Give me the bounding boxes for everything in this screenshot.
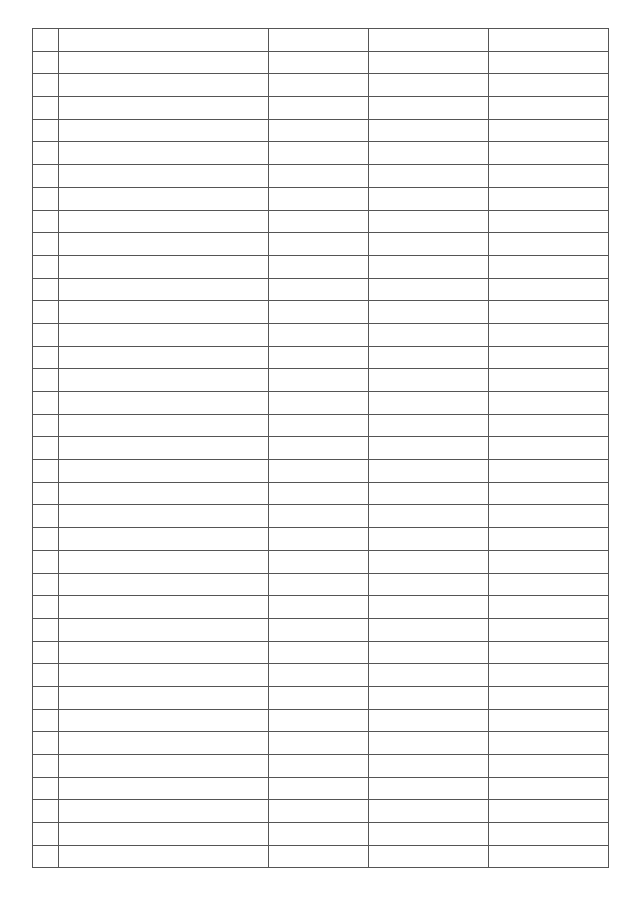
address-cell (369, 165, 489, 188)
document-cell (269, 74, 369, 97)
table-row (33, 142, 609, 165)
document-cell (269, 664, 369, 687)
document-cell (269, 210, 369, 233)
address-cell-secondary (489, 460, 609, 483)
table-row (33, 369, 609, 392)
applicant-cell (59, 210, 269, 233)
table-row (33, 210, 609, 233)
applicant-cell (59, 369, 269, 392)
address-cell-secondary (489, 392, 609, 415)
entry-number-cell (33, 460, 59, 483)
applicant-cell (59, 528, 269, 551)
document-cell (269, 346, 369, 369)
table-row (33, 755, 609, 778)
document-cell (269, 686, 369, 709)
table-row (33, 709, 609, 732)
address-cell (369, 482, 489, 505)
document-cell (269, 142, 369, 165)
entry-number-cell (33, 210, 59, 233)
applicant-cell (59, 142, 269, 165)
applicant-cell (59, 550, 269, 573)
document-cell (269, 278, 369, 301)
address-cell-secondary (489, 369, 609, 392)
address-cell (369, 301, 489, 324)
applicant-cell (59, 482, 269, 505)
document-cell (269, 505, 369, 528)
entry-number-cell (33, 823, 59, 846)
applicant-cell (59, 74, 269, 97)
applicant-cell (59, 346, 269, 369)
address-cell (369, 596, 489, 619)
applicant-cell (59, 414, 269, 437)
address-cell-secondary (489, 346, 609, 369)
document-cell (269, 573, 369, 596)
table-row (33, 596, 609, 619)
document-cell (269, 119, 369, 142)
table-row (33, 233, 609, 256)
applicant-cell (59, 755, 269, 778)
address-cell-secondary (489, 845, 609, 868)
address-cell-secondary (489, 437, 609, 460)
address-cell (369, 460, 489, 483)
address-cell-secondary (489, 414, 609, 437)
address-cell-secondary (489, 618, 609, 641)
table-row (33, 301, 609, 324)
entry-number-cell (33, 142, 59, 165)
address-cell (369, 29, 489, 52)
address-cell-secondary (489, 29, 609, 52)
address-cell (369, 709, 489, 732)
table-row (33, 845, 609, 868)
applicant-cell (59, 823, 269, 846)
entry-number-cell (33, 550, 59, 573)
address-cell-secondary (489, 255, 609, 278)
address-cell-secondary (489, 800, 609, 823)
document-cell (269, 777, 369, 800)
applicant-cell (59, 664, 269, 687)
address-cell-secondary (489, 755, 609, 778)
applicant-cell (59, 392, 269, 415)
address-cell-secondary (489, 119, 609, 142)
address-cell (369, 777, 489, 800)
table-row (33, 392, 609, 415)
address-cell-secondary (489, 709, 609, 732)
address-cell (369, 823, 489, 846)
applicant-cell (59, 323, 269, 346)
address-cell-secondary (489, 233, 609, 256)
entry-number-cell (33, 278, 59, 301)
applicant-cell (59, 573, 269, 596)
table-row (33, 97, 609, 120)
address-cell-secondary (489, 142, 609, 165)
entry-number-cell (33, 255, 59, 278)
entry-number-cell (33, 755, 59, 778)
applicant-cell (59, 800, 269, 823)
document-cell (269, 528, 369, 551)
address-cell-secondary (489, 74, 609, 97)
table-row (33, 187, 609, 210)
entry-number-cell (33, 777, 59, 800)
applicant-cell (59, 187, 269, 210)
address-cell-secondary (489, 165, 609, 188)
address-cell-secondary (489, 732, 609, 755)
address-cell (369, 119, 489, 142)
document-cell (269, 255, 369, 278)
table-row (33, 51, 609, 74)
document-cell (269, 165, 369, 188)
table-row (33, 550, 609, 573)
entry-number-cell (33, 29, 59, 52)
entry-number-cell (33, 233, 59, 256)
document-cell (269, 29, 369, 52)
address-cell (369, 233, 489, 256)
address-cell (369, 255, 489, 278)
document-cell (269, 596, 369, 619)
document-cell (269, 323, 369, 346)
document-cell (269, 187, 369, 210)
address-cell (369, 641, 489, 664)
document-cell (269, 482, 369, 505)
document-cell (269, 618, 369, 641)
address-cell (369, 278, 489, 301)
address-cell (369, 142, 489, 165)
applicant-cell (59, 505, 269, 528)
document-cell (269, 550, 369, 573)
address-cell-secondary (489, 596, 609, 619)
table-row (33, 528, 609, 551)
table-row (33, 505, 609, 528)
address-cell (369, 74, 489, 97)
address-cell-secondary (489, 210, 609, 233)
applicant-cell (59, 301, 269, 324)
applicant-cell (59, 165, 269, 188)
table-row (33, 255, 609, 278)
entry-number-cell (33, 800, 59, 823)
address-cell-secondary (489, 97, 609, 120)
table-row (33, 573, 609, 596)
document-cell (269, 51, 369, 74)
address-cell-secondary (489, 823, 609, 846)
address-cell-secondary (489, 528, 609, 551)
address-cell-secondary (489, 664, 609, 687)
document-cell (269, 709, 369, 732)
document-cell (269, 301, 369, 324)
entry-number-cell (33, 165, 59, 188)
address-cell-secondary (489, 51, 609, 74)
address-cell (369, 664, 489, 687)
table-row (33, 119, 609, 142)
table-row (33, 437, 609, 460)
table-row (33, 482, 609, 505)
address-cell-secondary (489, 187, 609, 210)
applicant-cell (59, 618, 269, 641)
entry-number-cell (33, 686, 59, 709)
entry-number-cell (33, 845, 59, 868)
address-cell-secondary (489, 686, 609, 709)
address-cell (369, 550, 489, 573)
entry-number-cell (33, 392, 59, 415)
entry-number-cell (33, 437, 59, 460)
entry-number-cell (33, 369, 59, 392)
address-cell (369, 845, 489, 868)
address-cell (369, 346, 489, 369)
document-cell (269, 823, 369, 846)
table-row (33, 460, 609, 483)
entry-number-cell (33, 74, 59, 97)
address-cell-secondary (489, 550, 609, 573)
applicant-cell (59, 97, 269, 120)
document-cell (269, 97, 369, 120)
entry-number-cell (33, 664, 59, 687)
table-row (33, 823, 609, 846)
address-cell-secondary (489, 323, 609, 346)
address-cell (369, 414, 489, 437)
address-cell (369, 755, 489, 778)
applicant-cell (59, 845, 269, 868)
registry-table (32, 28, 609, 868)
address-cell-secondary (489, 641, 609, 664)
applicant-cell (59, 119, 269, 142)
entry-number-cell (33, 97, 59, 120)
address-cell-secondary (489, 573, 609, 596)
entry-number-cell (33, 482, 59, 505)
address-cell (369, 528, 489, 551)
address-cell-secondary (489, 505, 609, 528)
applicant-cell (59, 686, 269, 709)
document-cell (269, 845, 369, 868)
address-cell (369, 686, 489, 709)
document-cell (269, 460, 369, 483)
applicant-cell (59, 596, 269, 619)
table-row (33, 641, 609, 664)
document-cell (269, 437, 369, 460)
table-row (33, 732, 609, 755)
table-row (33, 777, 609, 800)
entry-number-cell (33, 618, 59, 641)
address-cell (369, 187, 489, 210)
entry-number-cell (33, 573, 59, 596)
address-cell (369, 210, 489, 233)
entry-number-cell (33, 641, 59, 664)
address-cell (369, 573, 489, 596)
table-row (33, 664, 609, 687)
address-cell (369, 732, 489, 755)
address-cell (369, 505, 489, 528)
address-cell-secondary (489, 301, 609, 324)
table-row (33, 414, 609, 437)
address-cell (369, 618, 489, 641)
entry-number-cell (33, 51, 59, 74)
table-row (33, 346, 609, 369)
applicant-cell (59, 641, 269, 664)
entry-number-cell (33, 528, 59, 551)
applicant-cell (59, 51, 269, 74)
entry-number-cell (33, 187, 59, 210)
table-row (33, 800, 609, 823)
address-cell (369, 800, 489, 823)
document-cell (269, 800, 369, 823)
document-cell (269, 233, 369, 256)
address-cell (369, 437, 489, 460)
applicant-cell (59, 278, 269, 301)
applicant-cell (59, 233, 269, 256)
address-cell (369, 392, 489, 415)
document-cell (269, 732, 369, 755)
document-cell (269, 414, 369, 437)
entry-number-cell (33, 301, 59, 324)
registry-table-body (33, 29, 609, 868)
address-cell-secondary (489, 777, 609, 800)
entry-number-cell (33, 414, 59, 437)
applicant-cell (59, 437, 269, 460)
document-cell (269, 392, 369, 415)
entry-number-cell (33, 323, 59, 346)
address-cell (369, 369, 489, 392)
entry-number-cell (33, 346, 59, 369)
table-row (33, 686, 609, 709)
address-cell (369, 97, 489, 120)
address-cell-secondary (489, 278, 609, 301)
applicant-cell (59, 709, 269, 732)
table-row (33, 29, 609, 52)
entry-number-cell (33, 505, 59, 528)
table-row (33, 323, 609, 346)
address-cell-secondary (489, 482, 609, 505)
address-cell (369, 51, 489, 74)
document-cell (269, 755, 369, 778)
applicant-cell (59, 29, 269, 52)
document-cell (269, 369, 369, 392)
applicant-cell (59, 460, 269, 483)
entry-number-cell (33, 119, 59, 142)
entry-number-cell (33, 732, 59, 755)
table-row (33, 165, 609, 188)
table-row (33, 74, 609, 97)
table-row (33, 618, 609, 641)
applicant-cell (59, 255, 269, 278)
applicant-cell (59, 732, 269, 755)
address-cell (369, 323, 489, 346)
applicant-cell (59, 777, 269, 800)
table-row (33, 278, 609, 301)
entry-number-cell (33, 596, 59, 619)
document-cell (269, 641, 369, 664)
entry-number-cell (33, 709, 59, 732)
